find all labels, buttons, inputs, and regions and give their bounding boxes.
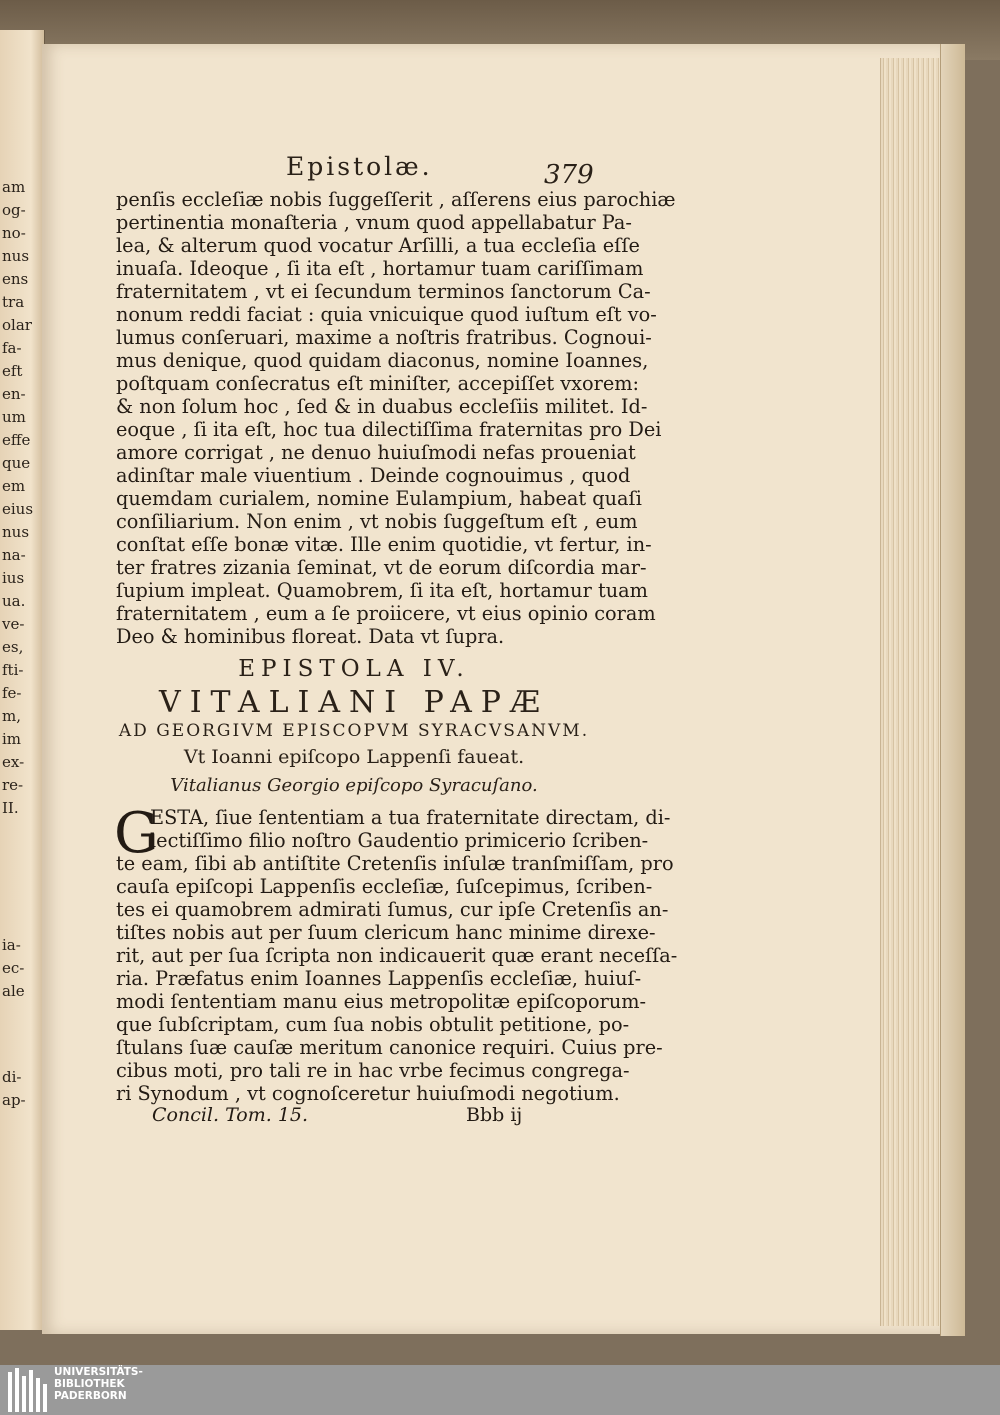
left-page-fragment: ve-: [2, 615, 25, 633]
left-page-fragment: na-: [2, 546, 26, 564]
running-head: Epistolæ.: [286, 152, 433, 181]
text-line: pertinentia monaſteria , vnum quod appellabatur Pa-: [116, 211, 632, 234]
text-line: cauſa epiſcopi Lappenſis eccleſiæ, ſuſcepimus, ſcriben-: [116, 875, 653, 898]
epistle-summary: Vt Ioanni epiſcopo Lappenſi faueat.: [183, 746, 525, 768]
book-cover-edge: [940, 44, 965, 1336]
footer-signature-left: Concil. Tom. 15.: [152, 1104, 309, 1126]
left-page-fragment: fti-: [2, 661, 24, 679]
left-page-fragment: ex-: [2, 753, 25, 771]
library-logo-text: [54, 1366, 143, 1402]
epistle-number: EPISTOLA IV.: [238, 656, 470, 682]
epistle-author: VITALIANI PAPÆ: [159, 685, 549, 720]
text-line: amore corrigat , ne denuo huiuſmodi nefas proueniat: [116, 441, 636, 464]
left-page-fragment: ens: [2, 270, 29, 288]
text-line: quemdam curialem, nomine Eulampium, habeat quaſi: [116, 487, 642, 510]
text-line: ter fratres zizania ſeminat, vt de eorum diſcordia mar-: [116, 556, 647, 579]
left-page-fragment: fa-: [2, 339, 22, 357]
text-line: modi ſententiam manu eius metropolitæ epiſcoporum-: [116, 990, 647, 1013]
text-line: lumus conſeruari, maxime a noſtris fratribus. Cognoui-: [116, 326, 652, 349]
text-line: fraternitatem , eum a ſe proiicere, vt eius opinio coram: [116, 602, 656, 625]
text-line: te eam, ſibi ab antiſtite Cretenſis inſulæ tranſmiſſam, pro: [116, 852, 674, 875]
page-number: 379: [544, 160, 594, 190]
left-page-fragment: II.: [2, 799, 19, 817]
left-page-fragment: im: [2, 730, 22, 748]
left-page-fragment: di-: [2, 1068, 22, 1086]
text-line: Deo & hominibus floreat. Data vt ſupra.: [116, 625, 505, 648]
text-line: adinſtar male viuentium . Deinde cognouimus , quod: [116, 464, 631, 487]
left-page-fragment: em: [2, 477, 26, 495]
text-line: ſtulans ſuæ cauſæ meritum canonice requiri. Cuius pre-: [116, 1036, 663, 1059]
left-page-fragment: eius: [2, 500, 34, 518]
footer-signature-mark: Bbb ij: [466, 1104, 523, 1126]
text-line: lea, & alterum quod vocatur Arſilli, a tua eccleſia eſſe: [116, 234, 640, 257]
paragraph-1: [116, 188, 676, 648]
left-page-fragment: no-: [2, 224, 26, 242]
drop-cap-initial: G: [114, 801, 159, 866]
left-page-fragment: que: [2, 454, 31, 472]
left-page-fragment: nus: [2, 247, 30, 265]
text-line: poſtquam conſecratus eſt miniſter, accepiſſet vxorem:: [116, 372, 640, 395]
text-line: inuaſa. Ideoque , ſi ita eſt , hortamur tuam cariſſimam: [116, 257, 644, 280]
text-line: conſtat eſſe bonæ vitæ. Ille enim quotidie, vt fertur, in-: [116, 533, 652, 556]
text-line: fraternitatem , vt ei ſecundum terminos ſanctorum Ca-: [116, 280, 651, 303]
text-line: mus denique, quod quidam diaconus, nomine Ioannes,: [116, 349, 649, 372]
text-line: cibus moti, pro tali re in hac vrbe fecimus congrega-: [116, 1059, 630, 1082]
left-page-fragment: og-: [2, 201, 26, 219]
text-line: ri Synodum , vt cognoſceretur huiuſmodi negotium.: [116, 1082, 620, 1105]
text-line: ESTA, ſiue ſententiam a tua fraternitate directam, di-: [150, 806, 671, 829]
text-line: nonum reddi faciat : quia vnicuique quod iuſtum eſt vo-: [116, 303, 657, 326]
library-logo-line-1: UNIVERSITÄTS-: [54, 1366, 143, 1378]
left-page-fragment: ua.: [2, 592, 26, 610]
paragraph-2: [116, 852, 678, 1105]
library-logo-icon: [8, 1368, 48, 1412]
left-page-fragment: ius: [2, 569, 25, 587]
text-line: tiſtes nobis aut per ſuum clericum hanc minime direxe-: [116, 921, 656, 944]
text-line: lectiſſimo filio noſtro Gaudentio primicerio ſcriben-: [150, 829, 649, 852]
left-page-fragment: olar: [2, 316, 32, 334]
text-line: ria. Præfatus enim Ioannes Lappenſis eccleſiæ, huiuſ-: [116, 967, 642, 990]
left-page-fragment: re-: [2, 776, 24, 794]
text-line: que ſubſcriptam, cum ſua nobis obtulit petitione, po-: [116, 1013, 630, 1036]
text-line: penſis eccleſiæ nobis ſuggeſſerit , aſſerens eius parochiæ: [116, 188, 676, 211]
left-page-fragment: ia-: [2, 936, 21, 954]
left-page-fragment: ec-: [2, 959, 25, 977]
left-page-fragment: effe: [2, 431, 31, 449]
text-line: tes ei quamobrem admirati ſumus, cur ipſe Cretenſis an-: [116, 898, 669, 921]
text-line: conſiliarium. Non enim , vt nobis ſuggeſtum eſt , eum: [116, 510, 638, 533]
left-page-fragment: um: [2, 408, 26, 426]
text-line: & non ſolum hoc , ſed & in duabus eccleſiis militet. Id-: [116, 395, 648, 418]
text-line: rit, aut per ſua ſcripta non indicauerit quæ erant neceſſa-: [116, 944, 678, 967]
left-page-edge: [0, 30, 45, 1330]
library-logo-line-3: PADERBORN: [54, 1390, 127, 1402]
left-page-fragment: am: [2, 178, 26, 196]
left-page-fragment: fe-: [2, 684, 22, 702]
library-logo-line-2: BIBLIOTHEK: [54, 1378, 125, 1390]
left-page-fragment: nus: [2, 523, 30, 541]
left-page-fragment: tra: [2, 293, 25, 311]
left-page-fragment: es,: [2, 638, 24, 656]
left-page-fragment: ap-: [2, 1091, 26, 1109]
epistle-recipient: AD GEORGIVM EPISCOPVM SYRACVSANVM.: [118, 721, 590, 741]
left-page-fragment: ale: [2, 982, 25, 1000]
left-page-fragment: m,: [2, 707, 21, 725]
page-block-edges: [880, 58, 943, 1326]
text-line: ſupium impleat. Quamobrem, ſi ita eſt, hortamur tuam: [116, 579, 648, 602]
library-footer-bar: [0, 1365, 1000, 1415]
left-page-fragment: en-: [2, 385, 26, 403]
left-page-fragment: eft: [2, 362, 23, 380]
text-line: eoque , ſi ita eſt, hoc tua dilectiſſima fraternitas pro Dei: [116, 418, 662, 441]
paragraph-2-first-lines: [150, 806, 671, 852]
epistle-salutation: Vitalianus Georgio epiſcopo Syracuſano.: [170, 775, 538, 796]
